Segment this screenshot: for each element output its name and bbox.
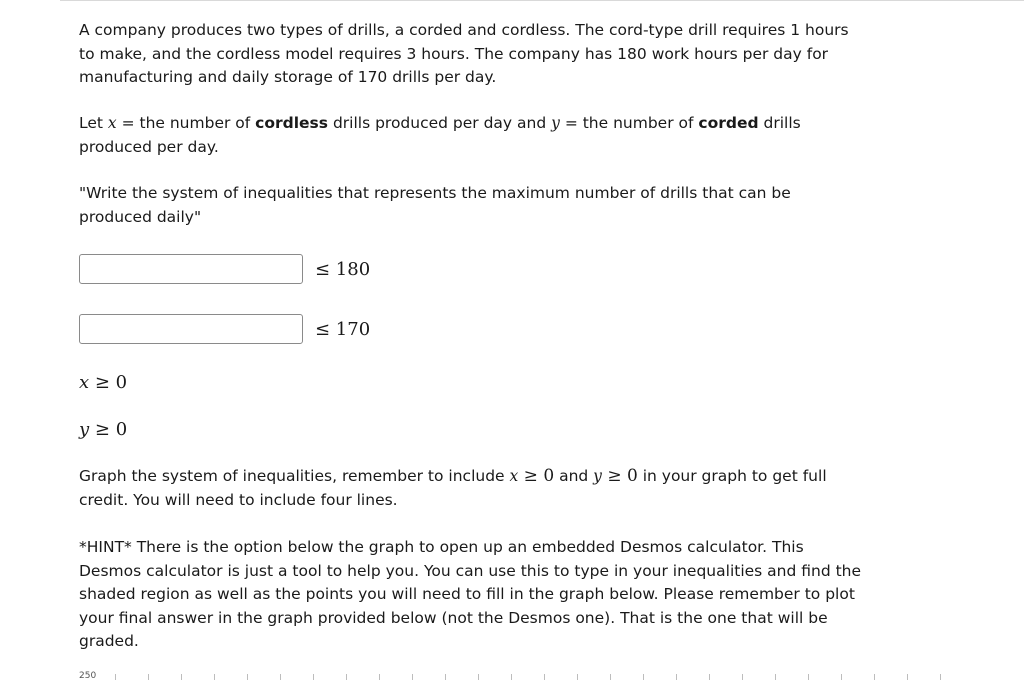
constraint-x-rel: ≥ 0 — [89, 372, 128, 393]
graph-tick — [775, 674, 776, 680]
inequality-rhs-storage: ≤ 170 — [315, 318, 371, 340]
graph-area-top[interactable] — [79, 672, 945, 680]
graph-tick — [841, 674, 842, 680]
graph-tick — [379, 674, 380, 680]
gi-xrel: ≥ 0 — [518, 466, 555, 486]
graph-tick — [907, 674, 908, 680]
variable-definition — [79, 112, 801, 159]
gi-text-a: Graph the system of inequalities, remember to include — [79, 467, 510, 485]
intro-line: to make, and the cordless model requires 3 hours. The company has 180 work hours per day for — [79, 44, 829, 63]
intro-line: manufacturing and daily storage of 170 drills per day. — [79, 68, 497, 86]
hint-line: graded. — [79, 632, 139, 650]
graph-tick — [940, 674, 941, 680]
variable-definition-line1 — [79, 112, 801, 136]
constraint-x-var: x — [79, 372, 90, 393]
let-prefix: Let — [79, 114, 108, 132]
graph-tick — [610, 674, 611, 680]
let-eq2: = the number of — [559, 114, 699, 132]
graph-tick — [280, 674, 281, 680]
graph-tick — [742, 674, 743, 680]
inequality-row-storage — [79, 312, 370, 346]
constraint-y-var: y — [79, 419, 90, 440]
hint-line: your final answer in the graph provided below (not the Desmos one). That is the one that will be — [79, 608, 828, 627]
task-quote-line: produced daily" — [79, 207, 202, 226]
gi-x: x — [509, 467, 519, 485]
hint-line: shaded region as well as the points you will need to fill in the graph below. Please remember to plot — [79, 585, 855, 603]
graph-tick — [808, 674, 809, 680]
graph-tick — [181, 674, 182, 680]
graph-tick — [148, 674, 149, 680]
inequality-rhs-hours: ≤ 180 — [315, 258, 371, 280]
graph-instructions — [79, 465, 827, 512]
variable-definition-line2: produced per day. — [79, 137, 219, 156]
var-y: y — [551, 114, 560, 132]
inequality-row-hours — [79, 252, 370, 286]
graph-tick — [346, 674, 347, 680]
graph-tick — [445, 674, 446, 680]
let-eq1: = the number of — [116, 114, 256, 132]
graph-instructions-line1 — [79, 465, 827, 489]
problem-intro — [79, 19, 849, 90]
corded-term: corded — [698, 114, 759, 132]
gi-yrel: ≥ 0 — [601, 466, 638, 486]
task-quote-line: "Write the system of inequalities that represents the maximum number of drills that can be — [79, 184, 791, 202]
task-quote — [79, 182, 791, 229]
hint-line: *HINT* There is the option below the graph to open up an embedded Desmos calculator. This — [79, 538, 804, 556]
constraint-y-nonnegative — [79, 419, 127, 440]
inequality-input-hours[interactable] — [79, 254, 303, 284]
graph-tick — [115, 674, 116, 680]
constraint-x-nonnegative — [79, 372, 127, 393]
let-mid: drills produced per day and — [328, 114, 552, 132]
graph-instructions-line2: credit. You will need to include four lines. — [79, 490, 398, 509]
var-x: x — [107, 114, 117, 132]
inequality-input-storage[interactable] — [79, 314, 303, 344]
gi-and: and — [554, 467, 594, 485]
graph-tick — [676, 674, 677, 680]
let-end: drills — [758, 114, 801, 132]
graph-tick — [577, 674, 578, 680]
graph-tick — [247, 674, 248, 680]
intro-line: A company produces two types of drills, a corded and cordless. The cord-type drill requires 1 hours — [79, 21, 849, 39]
graph-tick — [709, 674, 710, 680]
hint-paragraph — [79, 536, 861, 654]
constraint-y-rel: ≥ 0 — [89, 419, 128, 440]
graph-tick — [544, 674, 545, 680]
cordless-term: cordless — [255, 114, 329, 132]
graph-tick — [511, 674, 512, 680]
top-divider — [60, 0, 1024, 1]
gi-y: y — [593, 467, 602, 485]
graph-y-top-label: 250 — [79, 671, 97, 680]
graph-tick — [643, 674, 644, 680]
graph-tick — [313, 674, 314, 680]
graph-tick — [412, 674, 413, 680]
hint-line: Desmos calculator is just a tool to help you. You can use this to type in your inequalities and find the — [79, 561, 862, 580]
gi-text-b: in your graph to get full — [637, 467, 827, 485]
graph-tick — [214, 674, 215, 680]
graph-tick — [874, 674, 875, 680]
graph-tick — [478, 674, 479, 680]
